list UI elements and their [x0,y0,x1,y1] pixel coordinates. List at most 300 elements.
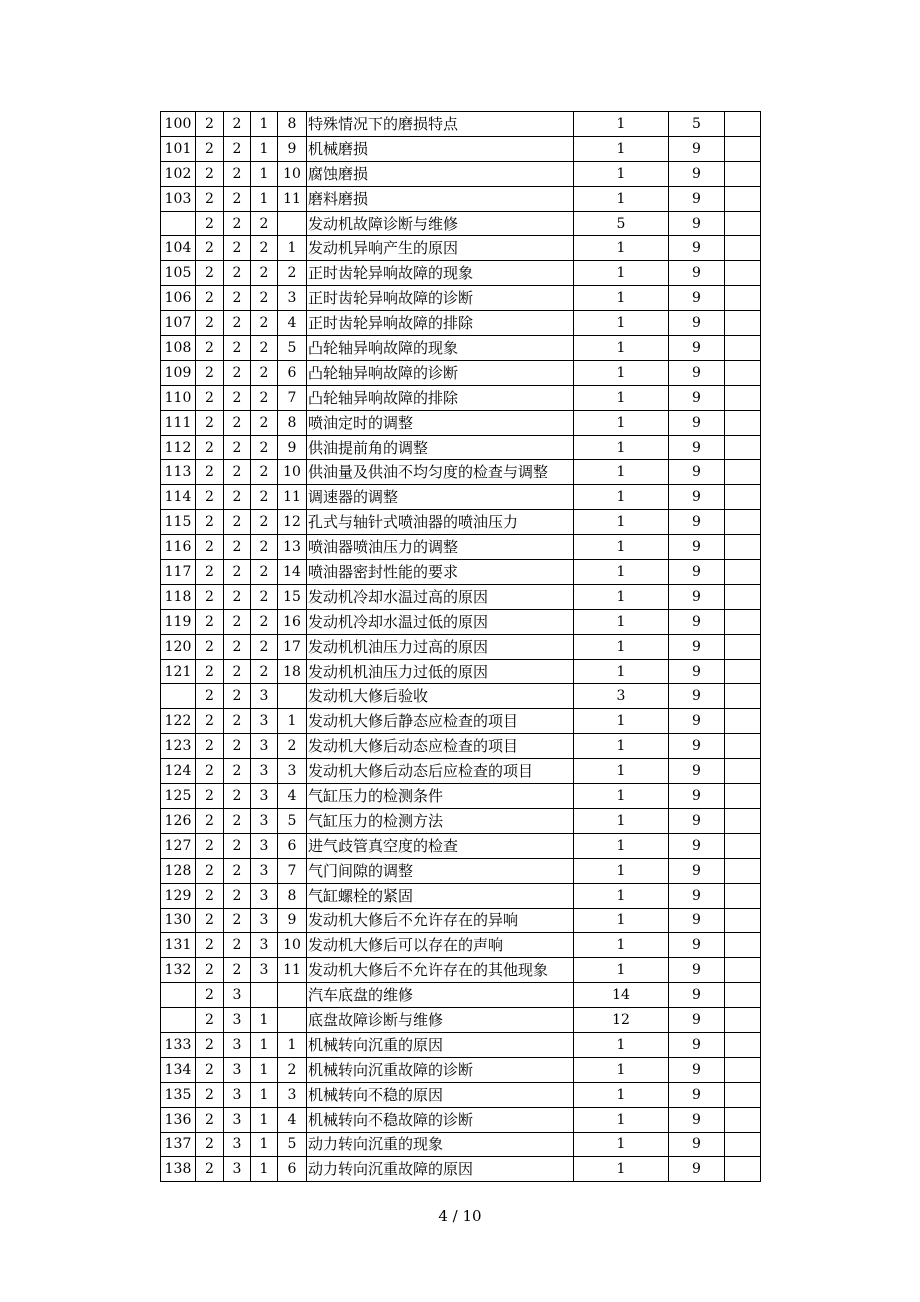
cell-remark [725,460,761,485]
cell-item-count: 1 [574,1057,669,1082]
cell-item-count: 1 [574,958,669,983]
cell-item-title: 气缸螺栓的紧固 [307,883,574,908]
table-row [161,1107,761,1132]
cell-importance: 9 [669,311,725,336]
cell-importance: 9 [669,236,725,261]
cell-level-2: 2 [224,634,251,659]
cell-row-id: 106 [161,286,196,311]
cell-importance: 9 [669,858,725,883]
cell-item-number: 17 [278,634,307,659]
cell-importance: 9 [669,684,725,709]
table-row [161,435,761,460]
cell-importance: 9 [669,1008,725,1033]
cell-item-number [278,1008,307,1033]
cell-item-count: 1 [574,1032,669,1057]
cell-level-2: 3 [224,1132,251,1157]
cell-item-title: 气缸压力的检测方法 [307,808,574,833]
cell-remark [725,385,761,410]
cell-remark [725,684,761,709]
cell-row-id: 130 [161,908,196,933]
knowledge-point-table [160,111,761,1182]
cell-row-id: 123 [161,734,196,759]
cell-level-3: 3 [251,684,278,709]
cell-item-count: 1 [574,584,669,609]
cell-remark [725,336,761,361]
cell-row-id: 132 [161,958,196,983]
cell-remark [725,1057,761,1082]
table-row [161,485,761,510]
cell-row-id: 103 [161,186,196,211]
cell-level-2: 2 [224,908,251,933]
cell-item-title: 动力转向沉重的现象 [307,1132,574,1157]
cell-importance: 9 [669,560,725,585]
cell-row-id: 138 [161,1157,196,1182]
cell-item-title: 喷油定时的调整 [307,410,574,435]
cell-level-3: 2 [251,435,278,460]
cell-item-number: 7 [278,858,307,883]
cell-level-3: 1 [251,1057,278,1082]
cell-level-1: 2 [196,485,224,510]
cell-level-2: 2 [224,136,251,161]
cell-level-2: 2 [224,709,251,734]
cell-level-2: 2 [224,808,251,833]
cell-remark [725,1008,761,1033]
cell-level-2: 2 [224,286,251,311]
cell-item-number: 8 [278,410,307,435]
cell-item-number: 16 [278,609,307,634]
cell-item-count: 1 [574,808,669,833]
cell-item-title: 正时齿轮异响故障的诊断 [307,286,574,311]
cell-level-2: 2 [224,485,251,510]
cell-remark [725,883,761,908]
cell-level-3: 1 [251,112,278,137]
cell-item-number: 4 [278,311,307,336]
table-row [161,584,761,609]
cell-item-number: 6 [278,1157,307,1182]
cell-level-3: 2 [251,261,278,286]
cell-level-2: 3 [224,983,251,1008]
cell-item-number: 9 [278,435,307,460]
cell-importance: 9 [669,709,725,734]
cell-remark [725,1107,761,1132]
table-row [161,1008,761,1033]
cell-level-3: 1 [251,1107,278,1132]
cell-item-title: 汽车底盘的维修 [307,983,574,1008]
cell-row-id: 116 [161,535,196,560]
table-row [161,784,761,809]
table-row [161,958,761,983]
cell-item-count: 1 [574,609,669,634]
cell-remark [725,908,761,933]
cell-level-1: 2 [196,460,224,485]
cell-item-title: 机械磨损 [307,136,574,161]
cell-row-id [161,684,196,709]
cell-level-2: 3 [224,1082,251,1107]
cell-level-2: 3 [224,1157,251,1182]
cell-item-number: 1 [278,236,307,261]
cell-importance: 9 [669,808,725,833]
cell-importance: 9 [669,958,725,983]
cell-item-count: 1 [574,385,669,410]
cell-level-3: 2 [251,211,278,236]
cell-item-count: 1 [574,136,669,161]
cell-level-3: 2 [251,485,278,510]
cell-importance: 9 [669,136,725,161]
cell-item-number: 7 [278,385,307,410]
cell-item-count: 1 [574,261,669,286]
cell-row-id: 127 [161,833,196,858]
cell-importance: 9 [669,460,725,485]
cell-level-1: 2 [196,1157,224,1182]
cell-importance: 9 [669,161,725,186]
table-row [161,808,761,833]
cell-remark [725,709,761,734]
cell-level-2: 2 [224,759,251,784]
cell-item-title: 正时齿轮异响故障的排除 [307,311,574,336]
cell-item-number: 11 [278,186,307,211]
cell-level-1: 2 [196,261,224,286]
cell-level-3: 1 [251,186,278,211]
cell-level-3: 2 [251,236,278,261]
cell-importance: 9 [669,360,725,385]
cell-level-3: 3 [251,958,278,983]
table-row [161,833,761,858]
cell-item-title: 凸轮轴异响故障的现象 [307,336,574,361]
cell-item-count: 3 [574,684,669,709]
cell-item-count: 1 [574,1107,669,1132]
cell-item-title: 特殊情况下的磨损特点 [307,112,574,137]
cell-level-2: 2 [224,360,251,385]
cell-level-1: 2 [196,435,224,460]
cell-level-2: 2 [224,958,251,983]
cell-importance: 9 [669,734,725,759]
cell-item-number: 4 [278,784,307,809]
cell-row-id: 114 [161,485,196,510]
cell-item-number: 15 [278,584,307,609]
cell-item-title: 发动机大修后验收 [307,684,574,709]
cell-level-1: 2 [196,236,224,261]
cell-remark [725,236,761,261]
cell-level-3: 1 [251,161,278,186]
cell-level-2: 2 [224,435,251,460]
cell-level-2: 2 [224,659,251,684]
cell-item-title: 气缸压力的检测条件 [307,784,574,809]
cell-item-count: 1 [574,883,669,908]
cell-item-title: 发动机冷却水温过高的原因 [307,584,574,609]
cell-level-3 [251,983,278,1008]
cell-level-3: 2 [251,360,278,385]
cell-level-1: 2 [196,734,224,759]
table-row [161,709,761,734]
table-row [161,286,761,311]
cell-level-1: 2 [196,336,224,361]
cell-item-number: 11 [278,485,307,510]
cell-item-number: 2 [278,261,307,286]
cell-item-count: 1 [574,186,669,211]
table-row [161,1132,761,1157]
cell-level-3: 3 [251,883,278,908]
cell-row-id: 101 [161,136,196,161]
table-row [161,136,761,161]
cell-level-1: 2 [196,161,224,186]
cell-importance: 5 [669,112,725,137]
cell-item-title: 发动机大修后动态后应检查的项目 [307,759,574,784]
table-row [161,211,761,236]
cell-row-id: 115 [161,510,196,535]
cell-level-3: 3 [251,784,278,809]
cell-row-id [161,983,196,1008]
cell-level-2: 3 [224,1057,251,1082]
cell-level-3: 1 [251,1132,278,1157]
cell-row-id: 129 [161,883,196,908]
table-row [161,684,761,709]
table-row [161,186,761,211]
table-row [161,1157,761,1182]
cell-importance: 9 [669,908,725,933]
cell-importance: 9 [669,385,725,410]
cell-row-id: 104 [161,236,196,261]
cell-importance: 9 [669,659,725,684]
cell-level-1: 2 [196,360,224,385]
cell-item-number: 6 [278,360,307,385]
cell-item-count: 1 [574,460,669,485]
cell-item-title: 喷油器密封性能的要求 [307,560,574,585]
cell-level-2: 2 [224,833,251,858]
table-row [161,460,761,485]
cell-item-title: 底盘故障诊断与维修 [307,1008,574,1033]
cell-remark [725,1132,761,1157]
cell-remark [725,136,761,161]
cell-level-2: 2 [224,584,251,609]
cell-item-title: 发动机冷却水温过低的原因 [307,609,574,634]
cell-item-title: 发动机大修后不允许存在的异响 [307,908,574,933]
cell-importance: 9 [669,759,725,784]
cell-importance: 9 [669,1107,725,1132]
cell-level-3: 1 [251,1032,278,1057]
cell-item-title: 气门间隙的调整 [307,858,574,883]
cell-item-title: 供油提前角的调整 [307,435,574,460]
cell-level-1: 2 [196,1082,224,1107]
cell-level-3: 3 [251,933,278,958]
cell-row-id: 124 [161,759,196,784]
cell-importance: 9 [669,1032,725,1057]
cell-level-2: 2 [224,858,251,883]
cell-level-3: 2 [251,311,278,336]
cell-row-id: 100 [161,112,196,137]
cell-remark [725,983,761,1008]
cell-remark [725,1157,761,1182]
cell-importance: 9 [669,261,725,286]
cell-item-title: 凸轮轴异响故障的排除 [307,385,574,410]
cell-item-number: 10 [278,933,307,958]
cell-item-number [278,983,307,1008]
cell-item-title: 发动机故障诊断与维修 [307,211,574,236]
cell-level-3: 3 [251,759,278,784]
cell-level-3: 2 [251,510,278,535]
cell-level-2: 2 [224,410,251,435]
table-row [161,734,761,759]
cell-row-id: 126 [161,808,196,833]
cell-importance: 9 [669,584,725,609]
cell-importance: 9 [669,410,725,435]
cell-level-1: 2 [196,983,224,1008]
cell-item-count: 1 [574,236,669,261]
cell-level-2: 2 [224,609,251,634]
table-row [161,883,761,908]
cell-level-3: 2 [251,460,278,485]
cell-level-1: 2 [196,808,224,833]
cell-item-number [278,211,307,236]
cell-item-title: 发动机机油压力过低的原因 [307,659,574,684]
cell-item-number: 11 [278,958,307,983]
table-row [161,983,761,1008]
cell-level-1: 2 [196,833,224,858]
cell-level-1: 2 [196,1008,224,1033]
cell-level-3: 1 [251,1157,278,1182]
cell-level-1: 2 [196,385,224,410]
cell-item-title: 发动机大修后可以存在的声响 [307,933,574,958]
cell-level-3: 2 [251,634,278,659]
cell-level-2: 2 [224,510,251,535]
cell-item-count: 12 [574,1008,669,1033]
table-row [161,112,761,137]
cell-importance: 9 [669,286,725,311]
cell-row-id: 120 [161,634,196,659]
cell-item-title: 孔式与轴针式喷油器的喷油压力 [307,510,574,535]
cell-remark [725,410,761,435]
cell-item-count: 1 [574,858,669,883]
cell-level-1: 2 [196,1057,224,1082]
cell-level-2: 2 [224,186,251,211]
cell-level-1: 2 [196,112,224,137]
cell-row-id: 111 [161,410,196,435]
cell-item-count: 1 [574,933,669,958]
cell-remark [725,858,761,883]
cell-item-count: 1 [574,908,669,933]
cell-level-2: 2 [224,161,251,186]
cell-row-id: 119 [161,609,196,634]
cell-item-count: 5 [574,211,669,236]
cell-item-count: 1 [574,734,669,759]
cell-item-number: 13 [278,535,307,560]
cell-level-3: 3 [251,734,278,759]
cell-level-2: 3 [224,1107,251,1132]
cell-item-title: 发动机大修后不允许存在的其他现象 [307,958,574,983]
cell-item-title: 腐蚀磨损 [307,161,574,186]
cell-item-count: 1 [574,336,669,361]
cell-level-1: 2 [196,510,224,535]
cell-level-2: 2 [224,236,251,261]
cell-item-count: 1 [574,360,669,385]
cell-item-title: 凸轮轴异响故障的诊断 [307,360,574,385]
cell-item-number [278,684,307,709]
cell-remark [725,609,761,634]
cell-item-count: 1 [574,634,669,659]
table-row [161,311,761,336]
cell-item-count: 1 [574,161,669,186]
cell-remark [725,1082,761,1107]
table-row [161,858,761,883]
table-row [161,385,761,410]
table-row [161,609,761,634]
cell-level-2: 2 [224,336,251,361]
cell-level-1: 2 [196,883,224,908]
table-row [161,535,761,560]
cell-level-1: 2 [196,958,224,983]
cell-level-1: 2 [196,186,224,211]
cell-item-count: 1 [574,659,669,684]
cell-row-id: 109 [161,360,196,385]
cell-remark [725,958,761,983]
cell-level-1: 2 [196,933,224,958]
cell-level-2: 2 [224,535,251,560]
cell-item-title: 正时齿轮异响故障的现象 [307,261,574,286]
cell-row-id: 121 [161,659,196,684]
cell-item-count: 1 [574,311,669,336]
cell-item-title: 机械转向沉重的原因 [307,1032,574,1057]
cell-row-id [161,1008,196,1033]
cell-level-3: 3 [251,709,278,734]
cell-row-id: 125 [161,784,196,809]
cell-remark [725,535,761,560]
cell-item-number: 8 [278,883,307,908]
cell-importance: 9 [669,1057,725,1082]
cell-row-id: 137 [161,1132,196,1157]
cell-item-count: 14 [574,983,669,1008]
cell-remark [725,211,761,236]
cell-level-3: 2 [251,609,278,634]
table-row [161,410,761,435]
cell-remark [725,286,761,311]
table-row [161,659,761,684]
cell-level-3: 2 [251,560,278,585]
cell-item-title: 磨料磨损 [307,186,574,211]
cell-item-count: 1 [574,435,669,460]
cell-importance: 9 [669,784,725,809]
table-row [161,236,761,261]
cell-remark [725,808,761,833]
cell-item-count: 1 [574,1082,669,1107]
cell-remark [725,112,761,137]
cell-level-1: 2 [196,136,224,161]
cell-item-count: 1 [574,759,669,784]
cell-row-id: 134 [161,1057,196,1082]
cell-item-number: 1 [278,709,307,734]
cell-item-title: 发动机大修后动态应检查的项目 [307,734,574,759]
cell-level-1: 2 [196,560,224,585]
cell-level-2: 2 [224,933,251,958]
cell-level-3: 2 [251,410,278,435]
cell-item-number: 9 [278,908,307,933]
cell-level-3: 1 [251,1082,278,1107]
cell-row-id: 122 [161,709,196,734]
cell-importance: 9 [669,634,725,659]
cell-level-2: 2 [224,784,251,809]
cell-level-2: 2 [224,684,251,709]
cell-level-2: 2 [224,460,251,485]
table-row [161,634,761,659]
table-row [161,908,761,933]
cell-importance: 9 [669,983,725,1008]
cell-item-count: 1 [574,833,669,858]
cell-importance: 9 [669,336,725,361]
table-row [161,510,761,535]
cell-item-count: 1 [574,784,669,809]
cell-item-number: 4 [278,1107,307,1132]
cell-row-id: 131 [161,933,196,958]
cell-level-1: 2 [196,535,224,560]
cell-remark [725,634,761,659]
